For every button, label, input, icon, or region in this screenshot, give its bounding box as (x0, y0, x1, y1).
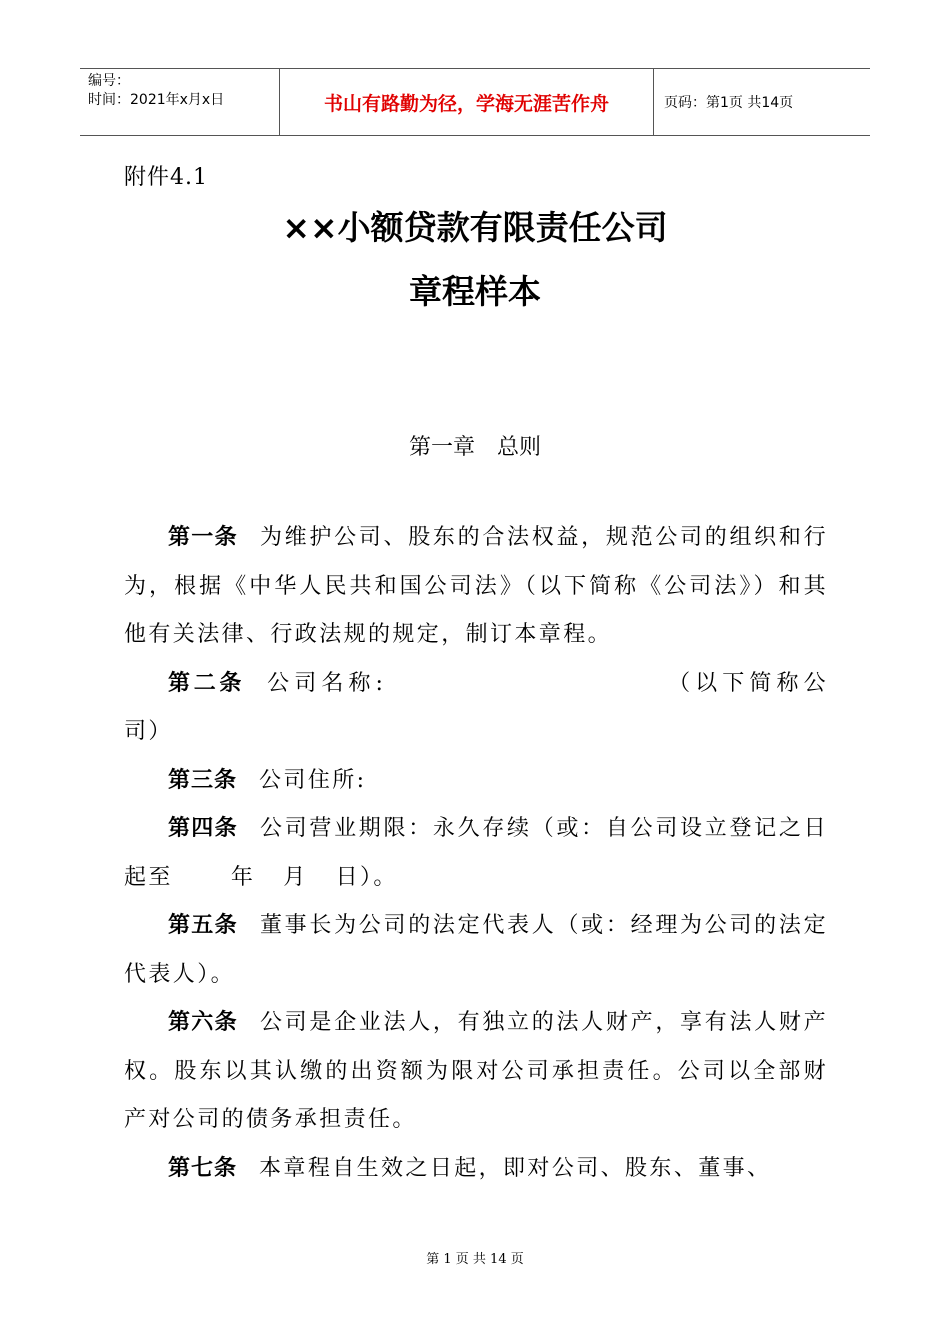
article-6 (124, 999, 828, 1145)
month-label: 月 (283, 864, 308, 890)
document-title: ××小额贷款有限责任公司 (282, 208, 668, 247)
article-label: 第七条 (168, 1155, 238, 1181)
article-7 (124, 1145, 828, 1194)
year-label: 年 (230, 864, 256, 890)
header-motto: 书山有路勤为径，学海无涯苦作舟 (280, 69, 654, 135)
article-label: 第三条 (168, 767, 238, 793)
article-label: 第五条 (168, 913, 238, 938)
article-text: 本章程自生效之日起，即对公司、股东、董事、 (259, 1155, 772, 1181)
header-meta (80, 69, 280, 135)
number-label: 编号： (88, 73, 130, 89)
chapter-heading: 第一章 总则 (408, 435, 541, 460)
article-text: 为维护公司、股东的合法权益，规范公司的组织和行为，根据《中华人民共和国公司法》（以下简称《公司法》）和其他有关法律、行政法规的规定，制订本章程。 (124, 525, 828, 647)
article-text: 公司住所: (259, 767, 367, 793)
article-3 (124, 757, 828, 806)
article-label: 第一条 (168, 525, 238, 550)
annex-label: 附件4.1 (124, 165, 208, 190)
article-text: 董事长为公司的法定代表人（或：经理为公司的法定代表人）。 (124, 913, 828, 987)
article-text: 公司营业期限：永久存续（或：自公司设立登记之日起至 (124, 816, 828, 890)
article-label: 第四条 (168, 816, 238, 841)
day-label: 日）。 (335, 864, 398, 890)
time-label: 时间：2021年x月x日 (88, 92, 225, 108)
article-2 (124, 660, 828, 757)
article-text: 公司是企业法人，有独立的法人财产，享有法人财产权。股东以其认缴的出资额为限对公司承担责任。公司以全部财产对公司的债务承担责任。 (124, 1010, 828, 1132)
article-text: 公司名称: (267, 670, 386, 696)
article-label: 第二条 (168, 670, 246, 696)
article-1 (124, 514, 828, 660)
page-header (80, 68, 870, 136)
article-5 (124, 902, 828, 999)
header-page-info: 页码：第1页 共14页 (664, 95, 794, 111)
article-text: （以下简称公司） (124, 670, 828, 744)
article-4 (124, 805, 828, 902)
document-body (124, 514, 828, 1193)
page-footer: 第 1 页 共 14 页 (426, 1252, 524, 1267)
article-label: 第六条 (168, 1010, 238, 1035)
document-subtitle: 章程样本 (409, 272, 541, 311)
